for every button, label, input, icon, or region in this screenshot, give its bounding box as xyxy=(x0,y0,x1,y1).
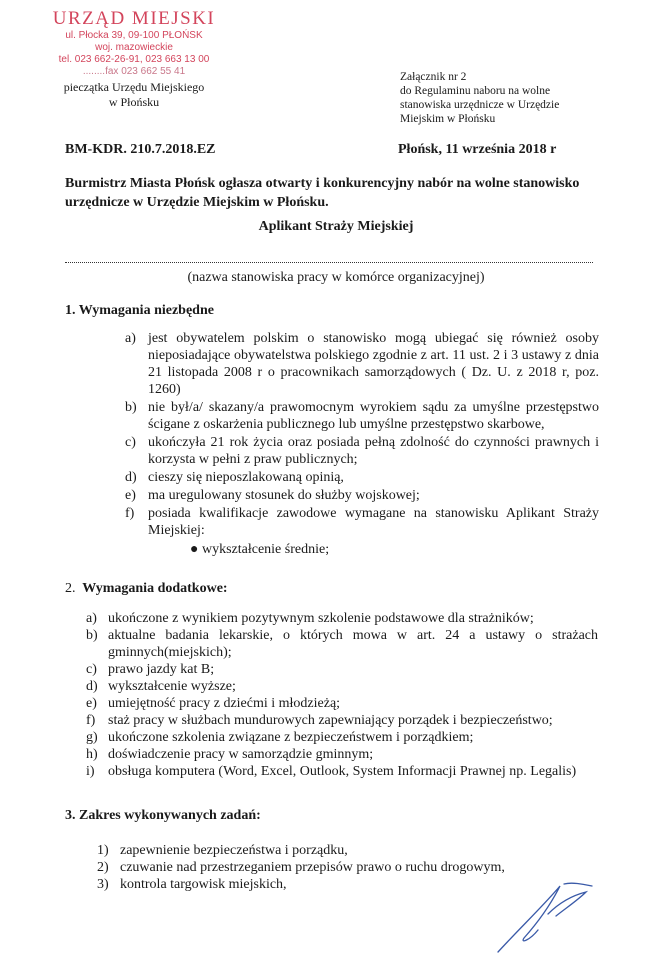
section2-number: 2. xyxy=(65,581,76,596)
section2-item-label: f) xyxy=(86,713,96,728)
annex-line1: Załącznik nr 2 xyxy=(400,71,467,83)
section2-item xyxy=(86,678,598,695)
section3-heading: 3. Zakres wykonywanych zadań: xyxy=(65,808,261,823)
section1-item xyxy=(125,469,599,486)
section2-item-label: d) xyxy=(86,679,98,694)
office-stamp xyxy=(0,8,268,110)
section2-item-text: doświadczenie pracy w samorządzie gminnym; xyxy=(108,747,374,762)
section2-item-label: g) xyxy=(86,730,98,745)
section2-title: Wymagania dodatkowe: xyxy=(82,581,228,596)
section1-item-text: ma uregulowany stosunek do służby wojskowej; xyxy=(148,488,420,503)
dotted-line xyxy=(65,262,593,263)
section1-item-label: d) xyxy=(125,470,137,485)
stamp-region: woj. mazowieckie xyxy=(95,42,173,53)
section2-item-text: umiejętność pracy z dziećmi i młodzieżą; xyxy=(108,696,341,711)
section1-item xyxy=(125,487,599,504)
stamp-fax: ........fax 023 662 55 41 xyxy=(82,66,186,77)
section1-list xyxy=(125,330,599,540)
section2-item-label: i) xyxy=(86,764,95,779)
section3-item-text: kontrola targowisk miejskich, xyxy=(120,877,287,892)
bullet-icon: ● xyxy=(190,542,199,557)
section2-item-label: b) xyxy=(86,628,98,643)
section3-list xyxy=(97,842,517,893)
annex-line3: stanowiska urzędnicze w Urzędzie xyxy=(400,99,560,111)
section2-item xyxy=(86,695,598,712)
section1-item-text: nie był/a/ skazany/a prawomocnym wyrokiem sądu za umyślne przestępstwo ścigane z oskarżenia publicznego lub umyślne przestępstwo skarbowe, xyxy=(148,400,599,432)
section1-item xyxy=(125,330,599,398)
section2-item xyxy=(86,712,598,729)
document-date: Płońsk, 11 września 2018 r xyxy=(398,142,557,157)
section2-item-text: staż pracy w służbach mundurowych zapewniający porządek i bezpieczeństwo; xyxy=(108,713,553,728)
section1-item-text: posiada kwalifikacje zawodowe wymagane na stanowisku Aplikant Straży Miejskiej: xyxy=(148,506,599,538)
section3-item-label: 2) xyxy=(97,860,109,875)
section2-item-label: e) xyxy=(86,696,97,711)
section1-item-text: cieszy się nieposzlakowaną opinią, xyxy=(148,470,344,485)
section3-item-label: 1) xyxy=(97,843,109,858)
section3-item xyxy=(97,842,517,859)
section2-item-text: ukończone z wynikiem pozytywnym szkolenie podstawowe dla strażników; xyxy=(108,611,534,626)
section2-item-text: ukończone szkolenia związane z bezpieczeństwem i porządkiem; xyxy=(108,730,474,745)
section2-item xyxy=(86,610,598,627)
section2-item xyxy=(86,627,598,661)
stamp-caption xyxy=(0,80,268,110)
section2-item xyxy=(86,661,598,678)
section2-item-label: c) xyxy=(86,662,97,677)
section2-item-text: aktualne badania lekarskie, o których mowa w art. 24 a ustawy o strażach gminnych(miejskich); xyxy=(108,628,598,660)
section1-item xyxy=(125,399,599,433)
stamp-address: ul. Płocka 39, 09-100 PŁOŃSK xyxy=(65,30,203,41)
section3-item-label: 3) xyxy=(97,877,109,892)
section1-heading: 1. Wymagania niezbędne xyxy=(65,303,214,318)
section2-item-text: prawo jazdy kat B; xyxy=(108,662,215,677)
section1-item-label: b) xyxy=(125,400,137,415)
section2-list xyxy=(86,610,598,780)
stamp-caption-line1: pieczątka Urzędu Miejskiego xyxy=(63,80,205,94)
stamp-phone: tel. 023 662-26-91, 023 663 13 00 xyxy=(58,54,210,65)
signature-scribble xyxy=(490,878,600,956)
section1-item-text: jest obywatelem polskim o stanowisko mogą ubiegać się również osoby nieposiadające obywatelstwa polskiego zgodnie z art. 11 ust. 2 i 3 ustawy z dnia 21 listopada 2008 r o pracownikach samorządowych ( Dz. U. z 2018 r, poz. 1260) xyxy=(148,331,599,397)
section3-item-text: czuwanie nad przestrzeganiem przepisów prawo o ruchu drogowym, xyxy=(120,860,505,875)
section1-item-label: a) xyxy=(125,331,136,346)
reference-number: BM-KDR. 210.7.2018.EZ xyxy=(65,142,216,157)
section2-item xyxy=(86,746,598,763)
section1-item xyxy=(125,434,599,468)
section1-item-label: e) xyxy=(125,488,136,503)
bullet-text: wykształcenie średnie; xyxy=(201,542,330,557)
stamp-caption-line2: w Płońsku xyxy=(108,95,160,109)
section1-item-label: f) xyxy=(125,506,135,521)
stamp-title: URZĄD MIEJSKI xyxy=(52,8,216,29)
section2-item-text: wykształcenie wyższe; xyxy=(108,679,236,694)
position-caption: (nazwa stanowiska pracy w komórce organizacyjnej) xyxy=(187,270,485,285)
announcement: Burmistrz Miasta Płońsk ogłasza otwarty i konkurencyjny nabór na wolne stanowisko urzędnicze w Urzędzie Miejskim w Płońsku. xyxy=(65,176,580,210)
section1-item xyxy=(125,505,599,539)
section2-item-label: a) xyxy=(86,611,97,626)
section1-item-text: ukończyła 21 rok życia oraz posiada pełną zdolność do czynności prawnych i korzysta w pełni z praw publicznych; xyxy=(148,435,599,467)
section2-item xyxy=(86,763,598,780)
section1-bullet xyxy=(190,541,329,558)
section2-heading xyxy=(65,581,228,597)
section2-item xyxy=(86,729,598,746)
section3-item-text: zapewnienie bezpieczeństwa i porządku, xyxy=(120,843,348,858)
section2-item-text: obsługa komputera (Word, Excel, Outlook, System Informacji Prawnej np. Legalis) xyxy=(108,764,577,779)
position-title: Aplikant Straży Miejskiej xyxy=(258,219,414,234)
section3-item xyxy=(97,876,517,893)
annex-line4: Miejskim w Płońsku xyxy=(400,113,496,125)
section1-item-label: c) xyxy=(125,435,136,450)
annex-line2: do Regulaminu naboru na wolne xyxy=(400,85,551,97)
section2-item-label: h) xyxy=(86,747,98,762)
annex-note xyxy=(400,70,620,126)
section3-item xyxy=(97,859,517,876)
